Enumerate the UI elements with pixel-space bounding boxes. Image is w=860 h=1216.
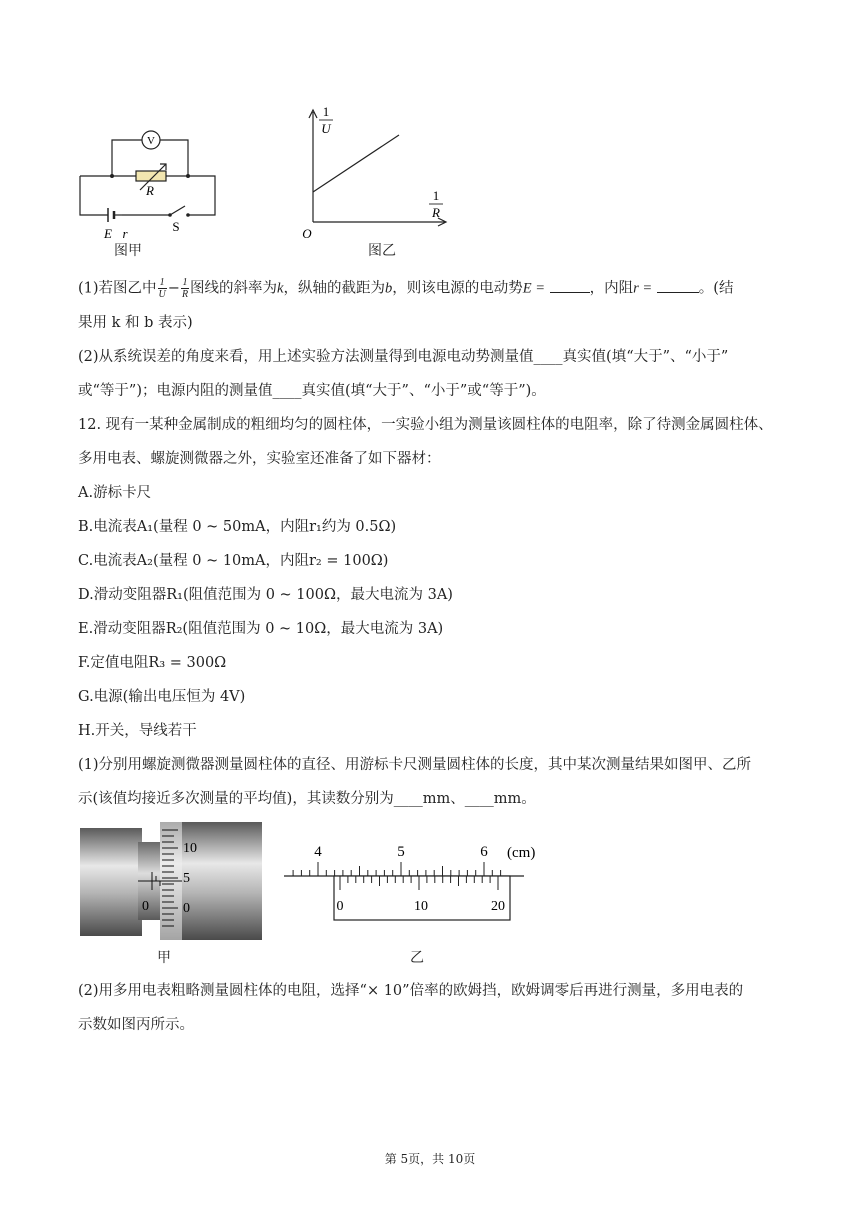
q12-part1-line2: 示(该值均接近多次测量的平均值)，其读数分别为____mm、____mm。 — [78, 791, 536, 807]
equipment-item-f: F.定值电阻R₃ = 300Ω — [78, 655, 227, 671]
micrometer-figure — [80, 822, 265, 940]
page-footer: 第 5页，共 10页 — [384, 1152, 476, 1166]
equipment-item-g: G.电源(输出电压恒为 4V) — [78, 689, 246, 705]
q12-intro-line2: 多用电表、螺旋测微器之外，实验室还准备了如下器材： — [78, 451, 441, 467]
micrometer-caption: 甲 — [157, 950, 171, 966]
caliper-unit: (cm) — [507, 845, 536, 861]
graph-1u-1r — [295, 98, 455, 248]
circuit-diagram — [70, 120, 230, 260]
main-tick-4: 4 — [314, 844, 322, 860]
q12-intro-line1: 12. 现有一某种金属制成的粗细均匀的圆柱体，一实验小组为测量该圆柱体的电阻率，除了待测金属圆柱体、 — [78, 417, 773, 433]
q11-part2-line2: 或“等于”)；电源内阻的测量值____真实值(填“大于”、“小于”或“等于”)。 — [78, 383, 546, 399]
y-label-den: U — [321, 121, 331, 136]
answer-blank-r[interactable] — [657, 278, 699, 293]
thimble-tick-0: 0 — [183, 901, 190, 916]
sleeve-zero-label: 0 — [142, 899, 149, 914]
q11-part1-line2: 果用 k 和 b 表示) — [78, 315, 193, 331]
vernier-caliper-figure — [284, 838, 544, 928]
x-label-den: R — [432, 205, 440, 220]
main-tick-5: 5 — [397, 844, 405, 860]
internal-r-label: r — [122, 226, 128, 241]
resistor-label: R — [146, 183, 154, 198]
equipment-item-a: A.游标卡尺 — [78, 485, 152, 501]
thimble-tick-10: 10 — [183, 841, 197, 856]
q12-part2-line2: 示数如图丙所示。 — [78, 1017, 194, 1033]
origin-label: O — [302, 226, 312, 241]
q12-part1-line1: (1)分别用螺旋测微器测量圆柱体的直径、用游标卡尺测量圆柱体的长度，其中某次测量结果如图甲、乙所 — [78, 757, 752, 773]
equipment-item-b: B.电流表A₁(量程 0 ~ 50mA，内阻r₁约为 0.5Ω) — [78, 519, 397, 535]
switch-label: S — [172, 219, 180, 234]
vernier-tick-20: 20 — [491, 899, 505, 914]
thimble-tick-5: 5 — [183, 871, 190, 886]
vernier-tick-10: 10 — [414, 899, 428, 914]
equipment-item-c: C.电流表A₂(量程 0 ~ 10mA，内阻r₂ = 100Ω) — [78, 553, 389, 569]
vernier-tick-0: 0 — [336, 899, 344, 914]
equipment-item-d: D.滑动变阻器R₁(阻值范围为 0 ~ 100Ω，最大电流为 3A) — [78, 587, 453, 603]
y-label-num: 1 — [322, 104, 330, 119]
equipment-item-h: H.开关，导线若干 — [78, 723, 197, 739]
caliper-caption: 乙 — [410, 950, 424, 966]
circuit-caption: 图甲 — [114, 243, 142, 259]
answer-blank-emf[interactable] — [550, 278, 590, 293]
graph-caption: 图乙 — [368, 243, 396, 259]
emf-label: E — [104, 226, 112, 241]
voltmeter-label: V — [147, 135, 155, 147]
x-label-num: 1 — [432, 188, 440, 203]
equipment-item-e: E.滑动变阻器R₂(阻值范围为 0 ~ 10Ω，最大电流为 3A) — [78, 621, 444, 637]
q11-part1-line1: (1)若图乙中 $\frac{1}{U}$ − $\frac{1}{R}$ 图线的斜率为k，纵轴的截距为b，则该电源的电动势E = ，内阻r = 。(结 — [78, 277, 734, 300]
main-tick-6: 6 — [480, 844, 488, 860]
q12-part2-line1: (2)用多用电表粗略测量圆柱体的电阻，选择“× 10”倍率的欧姆挡，欧姆调零后再进行测量，多用电表的 — [78, 983, 744, 999]
q11-part2-line1: (2)从系统误差的角度来看，用上述实验方法测量得到电源电动势测量值____真实值(填“大于”、“小于” — [78, 349, 729, 365]
